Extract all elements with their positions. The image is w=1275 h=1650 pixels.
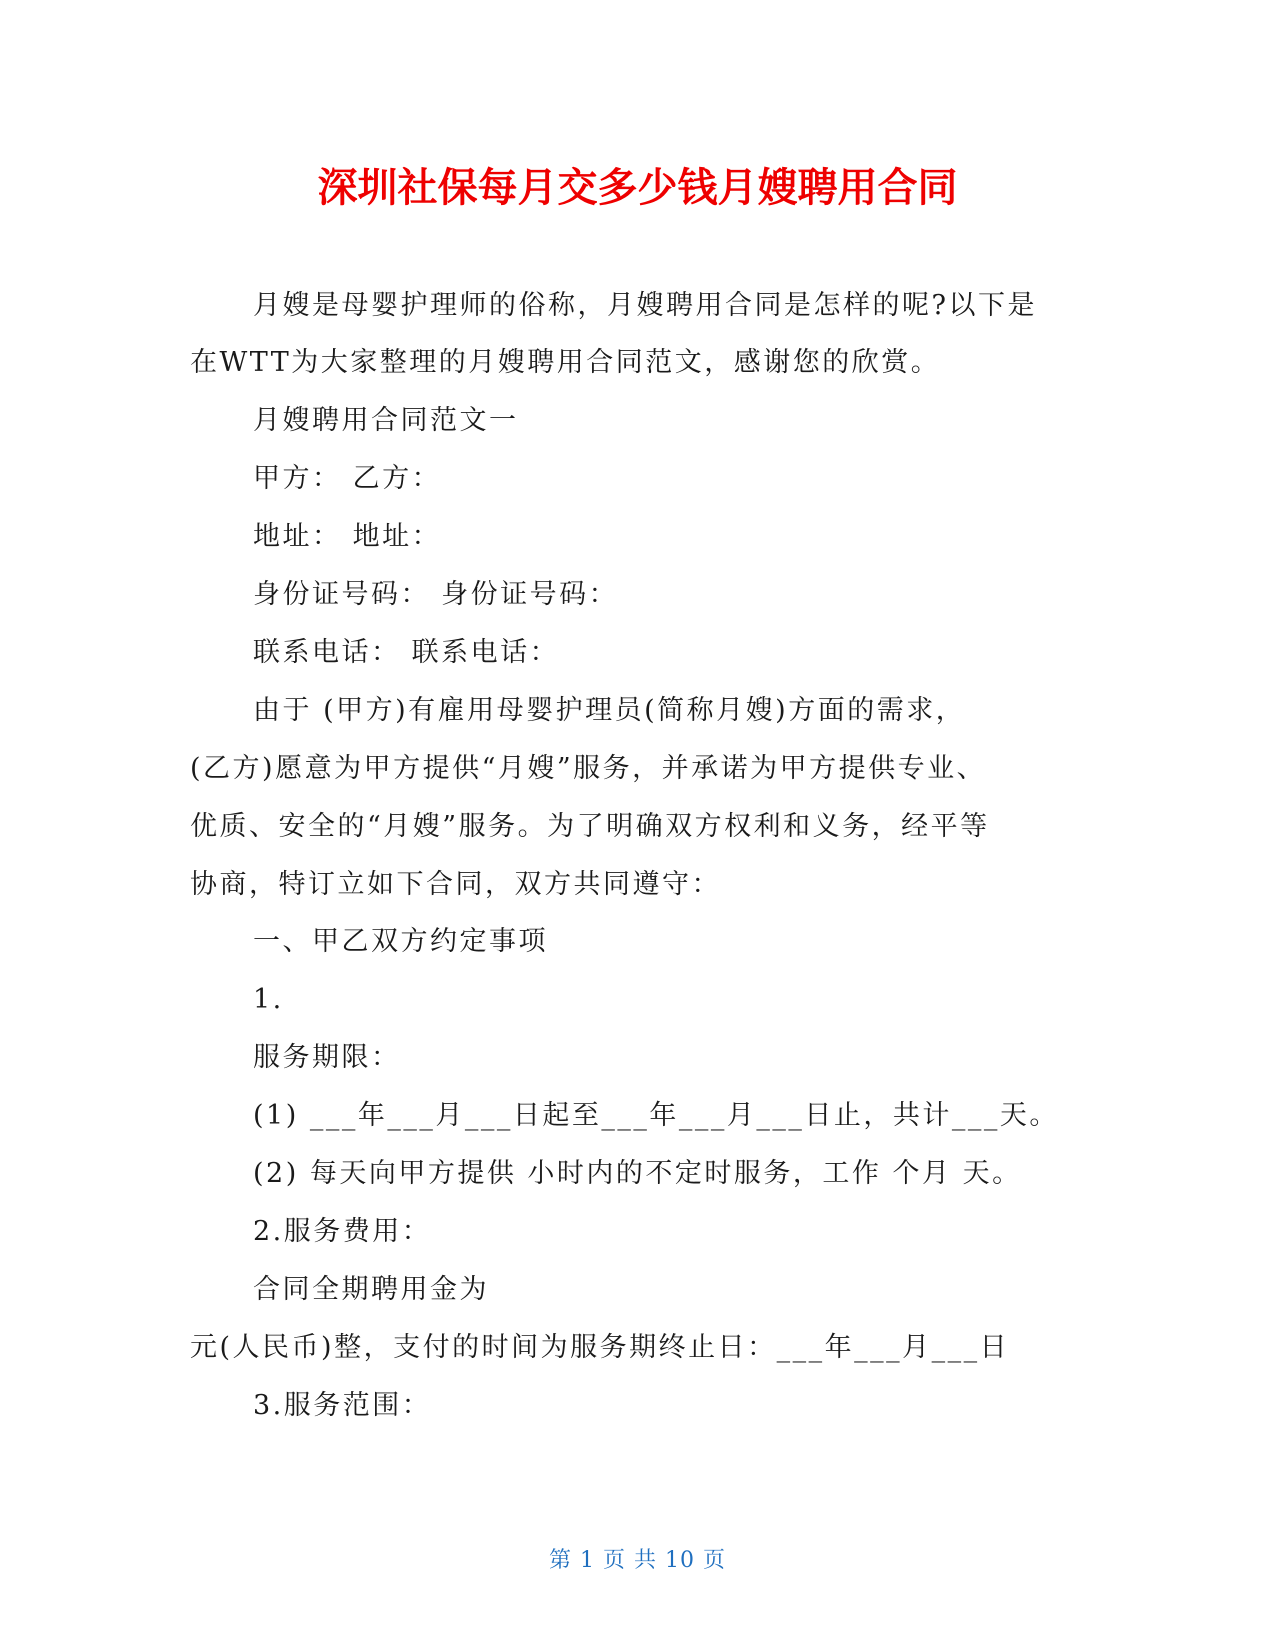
address-line: 地址： 地址： — [253, 521, 442, 552]
clause-title: 3.服务范围： — [253, 1390, 432, 1421]
id-number-line: 身份证号码： 身份证号码： — [253, 579, 619, 610]
footer-prefix: 第 — [548, 1548, 572, 1573]
clause-heading: 一、甲乙双方约定事项 — [253, 926, 548, 957]
document-title: 深圳社保每月交多少钱月嫂聘用合同 — [317, 165, 958, 211]
phone-line: 联系电话： 联系电话： — [253, 637, 560, 668]
page-footer — [0, 1543, 1275, 1574]
clause-title: 2.服务费用： — [253, 1216, 432, 1247]
party-line: 甲方： 乙方： — [253, 463, 442, 494]
current-page-number: 1 — [580, 1548, 595, 1573]
paragraph-line: 合同全期聘用金为 — [253, 1274, 489, 1305]
paragraph-line: 在WTT为大家整理的月嫂聘用合同范文，感谢您的欣赏。 — [190, 347, 941, 378]
paragraph-line: 由于 (甲方)有雇用母婴护理员(简称月嫂)方面的需求， — [253, 695, 966, 726]
footer-suffix: 页 — [703, 1548, 727, 1573]
total-page-count: 10 — [665, 1548, 695, 1573]
section-heading: 月嫂聘用合同范文一 — [253, 405, 519, 436]
paragraph-line: 月嫂是母婴护理师的俗称，月嫂聘用合同是怎样的呢?以下是 — [253, 290, 1037, 321]
clause-title: 服务期限： — [253, 1042, 401, 1073]
paragraph-line: 元(人民币)整，支付的时间为服务期终止日：___年___月___日 — [190, 1332, 1010, 1363]
clause-number: 1. — [253, 984, 284, 1015]
paragraph-line: 优质、安全的“月嫂”服务。为了明确双方权利和义务，经平等 — [190, 811, 990, 842]
footer-middle: 页 共 — [603, 1548, 657, 1573]
clause-item: (1) ___年___月___日起至___年___月___日止，共计___天。 — [253, 1100, 1059, 1131]
paragraph-line: (乙方)愿意为甲方提供“月嫂”服务，并承诺为甲方提供专业、 — [190, 753, 987, 784]
paragraph-line: 协商，特订立如下合同，双方共同遵守： — [190, 869, 721, 900]
clause-item: (2) 每天向甲方提供 小时内的不定时服务，工作 个月 天。 — [253, 1158, 1022, 1189]
